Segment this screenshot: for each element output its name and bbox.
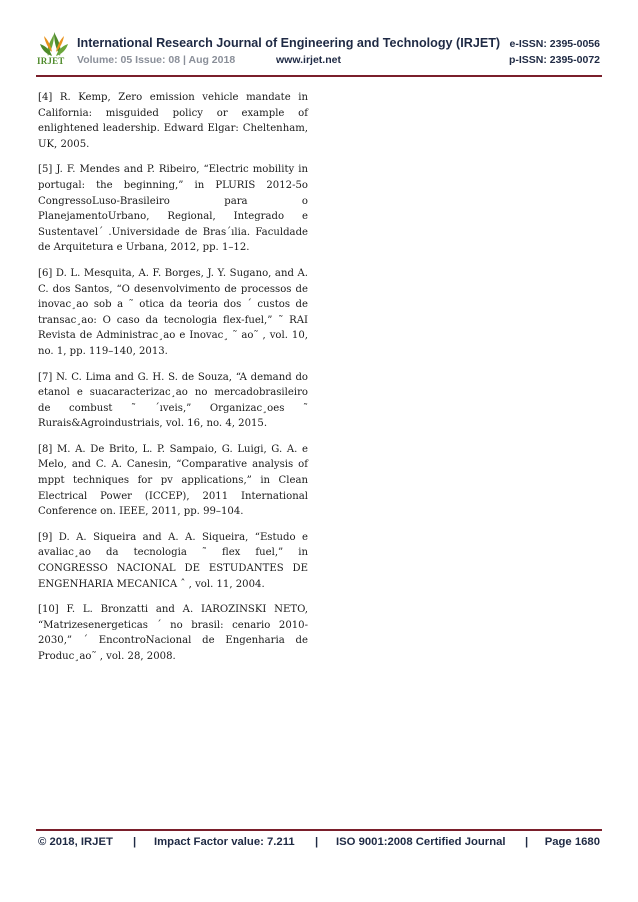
header-divider [36, 75, 602, 77]
reference-item: [4] R. Kemp, Zero emission vehicle mandate in California: misguided policy or example of enlightened leadership. Edward Elgar: Cheltenham, UK, 2005. [38, 92, 308, 150]
eissn: e-ISSN: 2395-0056 [509, 38, 600, 50]
footer-iso: ISO 9001:2008 Certified Journal [336, 836, 506, 848]
reference-item: [6] D. L. Mesquita, A. F. Borges, J. Y. Sugano, and A. C. dos Santos, “O desenvolvimento de processos de inovac¸ao sob a ˜ otica da teoria dos ´ custos de transac¸ao: O caso da tecnologia flex-fuel,” ˜ RAI Revista de Administrac¸ao e Inovac¸ ˜ ao˜ , vol. 10, no. 1, pp. 119–140, 2013. [38, 267, 308, 357]
reference-item: [5] J. F. Mendes and P. Ribeiro, “Electric mobility in portugal: the beginning,” in PLURIS 2012-5o CongressoLuso-Brasileiro para o PlanejamentoUrbano, Regional, Integrado e Sustentavel´ .Universidade de Bras´ılia. Faculdade de Arquitetura e Urbana, 2012, pp. 1–12. [38, 164, 308, 254]
reference-item: [8] M. A. De Brito, L. P. Sampaio, G. Luigi, G. A. e Melo, and C. A. Canesin, “Comparative analysis of mppt techniques for pv applications,” in Clean Electrical Power (ICCEP), 2011 International Conference on. IEEE, 2011, pp. 99–104. [38, 443, 308, 518]
logo-text: IRJET [37, 56, 65, 66]
reference-item: [10] F. L. Bronzatti and A. IAROZINSKI NETO, “Matrizesenergeticas ´ no brasil: cenario 2010-2030,” ´ EncontroNacional de Engenharia de Produc¸ao˜ , vol. 28, 2008. [38, 604, 308, 662]
irjet-logo-icon [36, 30, 72, 74]
footer-impact-factor: Impact Factor value: 7.211 [154, 836, 295, 848]
reference-item: [7] N. C. Lima and G. H. S. de Souza, “A demand do etanol e suacaracterizac¸ao no mercadobrasileiro de combust ˜ ´ıveis,” Organizac¸oes ˜ Rurais&Agroindustriais, vol. 16, no. 4, 2015. [38, 371, 308, 430]
reference-item: [9] D. A. Siqueira and A. A. Siqueira, “Estudo e avaliac¸ao da tecnologia ˜ flex fuel,” in CONGRESSO NACIONAL DE ESTUDANTES DE ENGENHARIA MECANICA ˆ , vol. 11, 2004. [38, 531, 308, 590]
footer-divider [36, 829, 602, 831]
page-footer [36, 836, 602, 854]
issue-info: Volume: 05 Issue: 08 | Aug 2018 [77, 54, 236, 66]
footer-separator: | [525, 836, 529, 848]
footer-page-number: Page 1680 [544, 836, 600, 848]
footer-separator: | [133, 836, 137, 848]
website-link[interactable]: www.irjet.net [276, 54, 341, 66]
journal-title: International Research Journal of Engineering and Technology (IRJET) [77, 36, 501, 50]
page-header [0, 0, 638, 80]
pissn: p-ISSN: 2395-0072 [508, 54, 600, 66]
reference-list [38, 90, 308, 675]
footer-copyright: © 2018, IRJET [38, 836, 113, 848]
footer-separator: | [315, 836, 319, 848]
